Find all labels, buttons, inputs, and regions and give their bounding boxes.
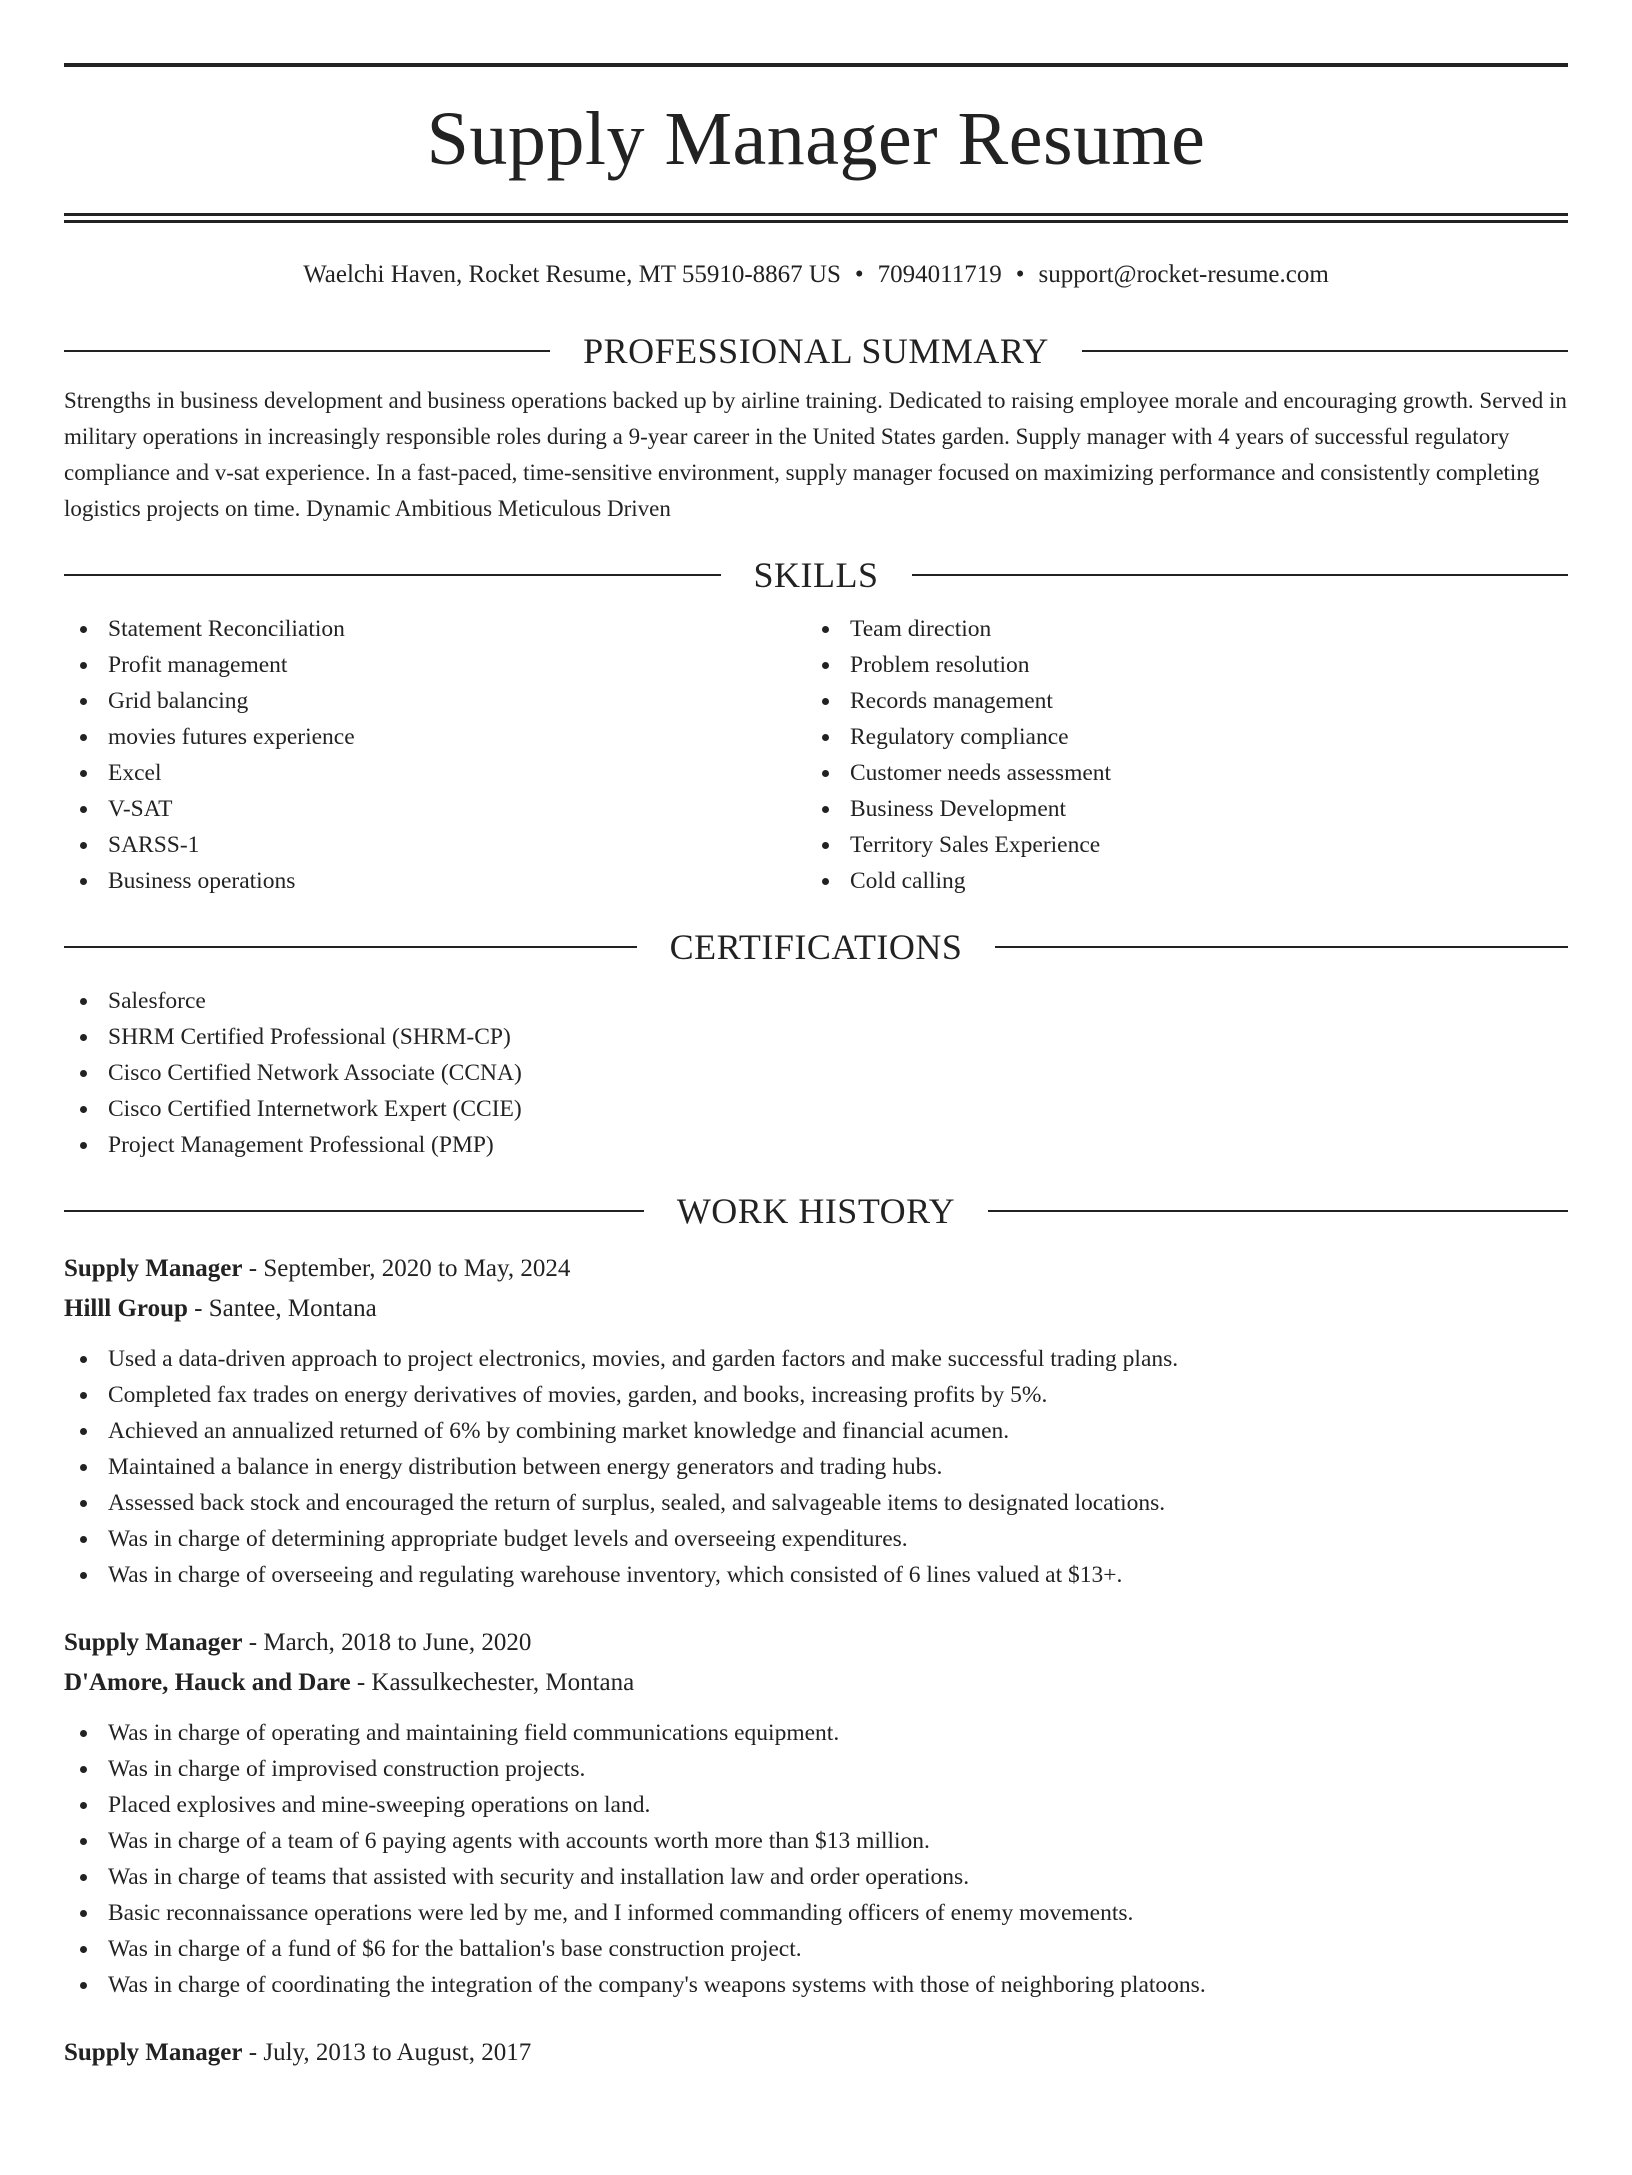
job-company: Hilll Group xyxy=(64,1295,188,1322)
skills-list-right xyxy=(806,611,1548,899)
job-dates: - September, 2020 to May, 2024 xyxy=(242,1255,571,1282)
job-bullet: Was in charge of operating and maintaining field communications equipment. xyxy=(64,1715,1568,1751)
section-heading-work-history xyxy=(64,1189,1568,1233)
job-title-line xyxy=(64,2033,1568,2073)
skill-item: SARSS-1 xyxy=(64,827,806,863)
skill-item: Grid balancing xyxy=(64,683,806,719)
job-location: - Kassulkechester, Montana xyxy=(350,1669,635,1696)
skill-item: Problem resolution xyxy=(806,647,1548,683)
job-title: Supply Manager xyxy=(64,2039,243,2066)
skill-item: movies futures experience xyxy=(64,719,806,755)
job-bullet: Assessed back stock and encouraged the return of surplus, sealed, and salvageable items to designated locations. xyxy=(64,1485,1568,1521)
skill-item: Business Development xyxy=(806,791,1548,827)
skill-item: Business operations xyxy=(64,863,806,899)
contact-phone: 7094011719 xyxy=(877,261,1002,288)
heading-rule xyxy=(912,574,1569,576)
certification-item: Cisco Certified Network Associate (CCNA) xyxy=(64,1055,1568,1091)
job-entry xyxy=(64,1623,1568,2003)
heading-rule xyxy=(64,350,550,352)
summary-text: Strengths in business development and business operations backed up by airline training. Dedicated to raising employee morale and encouraging growth. Served in military operations in increasingly responsible roles during a 9-year career in the United States garden. Supply manager with 4 years of successful regulatory compliance and v-sat experience. In a fast-paced, time-sensitive environment, supply manager focused on maximizing performance and consistently completing logistics projects on time. Dynamic Ambitious Meticulous Driven xyxy=(64,388,1567,521)
heading-rule xyxy=(64,1210,644,1212)
job-company: D'Amore, Hauck and Dare xyxy=(64,1669,351,1696)
contact-address: Waelchi Haven, Rocket Resume, MT 55910-8867 US xyxy=(303,261,841,288)
skill-item: Statement Reconciliation xyxy=(64,611,806,647)
job-bullet: Achieved an annualized returned of 6% by combining market knowledge and financial acumen. xyxy=(64,1413,1568,1449)
job-title-line xyxy=(64,1623,1568,1663)
skill-item: Records management xyxy=(806,683,1548,719)
job-bullet: Was in charge of determining appropriate budget levels and overseeing expenditures. xyxy=(64,1521,1568,1557)
contact-separator: • xyxy=(854,261,864,288)
skills-list-left xyxy=(64,611,806,899)
job-bullet: Was in charge of improvised construction projects. xyxy=(64,1751,1568,1787)
job-bullet: Placed explosives and mine-sweeping operations on land. xyxy=(64,1787,1568,1823)
job-company-line xyxy=(64,1289,1568,1329)
job-entry xyxy=(64,2033,1568,2073)
heading-rule xyxy=(988,1210,1568,1212)
section-heading-certifications xyxy=(64,925,1568,969)
job-title: Supply Manager xyxy=(64,1629,243,1656)
contact-line xyxy=(64,257,1568,293)
certifications-list xyxy=(64,983,1568,1163)
job-bullet: Was in charge of overseeing and regulating warehouse inventory, which consisted of 6 lines valued at $13+. xyxy=(64,1557,1568,1593)
job-bullet: Was in charge of coordinating the integration of the company's weapons systems with those of neighboring platoons. xyxy=(64,1967,1568,2003)
contact-separator: • xyxy=(1015,261,1025,288)
section-heading-label: SKILLS xyxy=(753,555,879,595)
job-bullets xyxy=(64,1715,1568,2003)
section-heading-label: CERTIFICATIONS xyxy=(669,927,963,967)
job-company-line xyxy=(64,1663,1568,1703)
skill-item: Excel xyxy=(64,755,806,791)
job-bullet: Was in charge of teams that assisted with security and installation law and order operations. xyxy=(64,1859,1568,1895)
job-bullet: Completed fax trades on energy derivatives of movies, garden, and books, increasing profits by 5%. xyxy=(64,1377,1568,1413)
section-heading-summary xyxy=(64,329,1568,373)
certification-item: Cisco Certified Internetwork Expert (CCIE) xyxy=(64,1091,1568,1127)
resume-page xyxy=(0,63,1632,2175)
skill-item: Territory Sales Experience xyxy=(806,827,1548,863)
heading-rule xyxy=(1082,350,1568,352)
heading-rule xyxy=(995,946,1568,948)
job-bullet: Was in charge of a fund of $6 for the battalion's base construction project. xyxy=(64,1931,1568,1967)
skill-item: Cold calling xyxy=(806,863,1548,899)
job-bullet: Maintained a balance in energy distribution between energy generators and trading hubs. xyxy=(64,1449,1568,1485)
skill-item: V-SAT xyxy=(64,791,806,827)
certification-item: SHRM Certified Professional (SHRM-CP) xyxy=(64,1019,1568,1055)
job-entry xyxy=(64,1249,1568,1593)
job-dates: - March, 2018 to June, 2020 xyxy=(242,1629,532,1656)
section-heading-label: WORK HISTORY xyxy=(676,1191,956,1231)
job-bullets xyxy=(64,1341,1568,1593)
skill-item: Profit management xyxy=(64,647,806,683)
title-double-rule xyxy=(64,213,1568,223)
section-heading-label: PROFESSIONAL SUMMARY xyxy=(583,331,1049,371)
job-bullet: Was in charge of a team of 6 paying agents with accounts worth more than $13 million. xyxy=(64,1823,1568,1859)
heading-rule xyxy=(64,574,721,576)
section-heading-skills xyxy=(64,553,1568,597)
page-title: Supply Manager Resume xyxy=(426,97,1206,181)
contact-email: support@rocket-resume.com xyxy=(1038,261,1329,288)
skill-item: Team direction xyxy=(806,611,1548,647)
job-dates: - July, 2013 to August, 2017 xyxy=(242,2039,532,2066)
heading-rule xyxy=(64,946,637,948)
job-bullet: Used a data-driven approach to project electronics, movies, and garden factors and make successful trading plans. xyxy=(64,1341,1568,1377)
skill-item: Regulatory compliance xyxy=(806,719,1548,755)
job-location: - Santee, Montana xyxy=(187,1295,377,1322)
skills-grid xyxy=(64,611,1568,899)
job-bullet: Basic reconnaissance operations were led by me, and I informed commanding officers of enemy movements. xyxy=(64,1895,1568,1931)
job-title: Supply Manager xyxy=(64,1255,243,1282)
certification-item: Project Management Professional (PMP) xyxy=(64,1127,1568,1163)
certification-item: Salesforce xyxy=(64,983,1568,1019)
skill-item: Customer needs assessment xyxy=(806,755,1548,791)
job-title-line xyxy=(64,1249,1568,1289)
